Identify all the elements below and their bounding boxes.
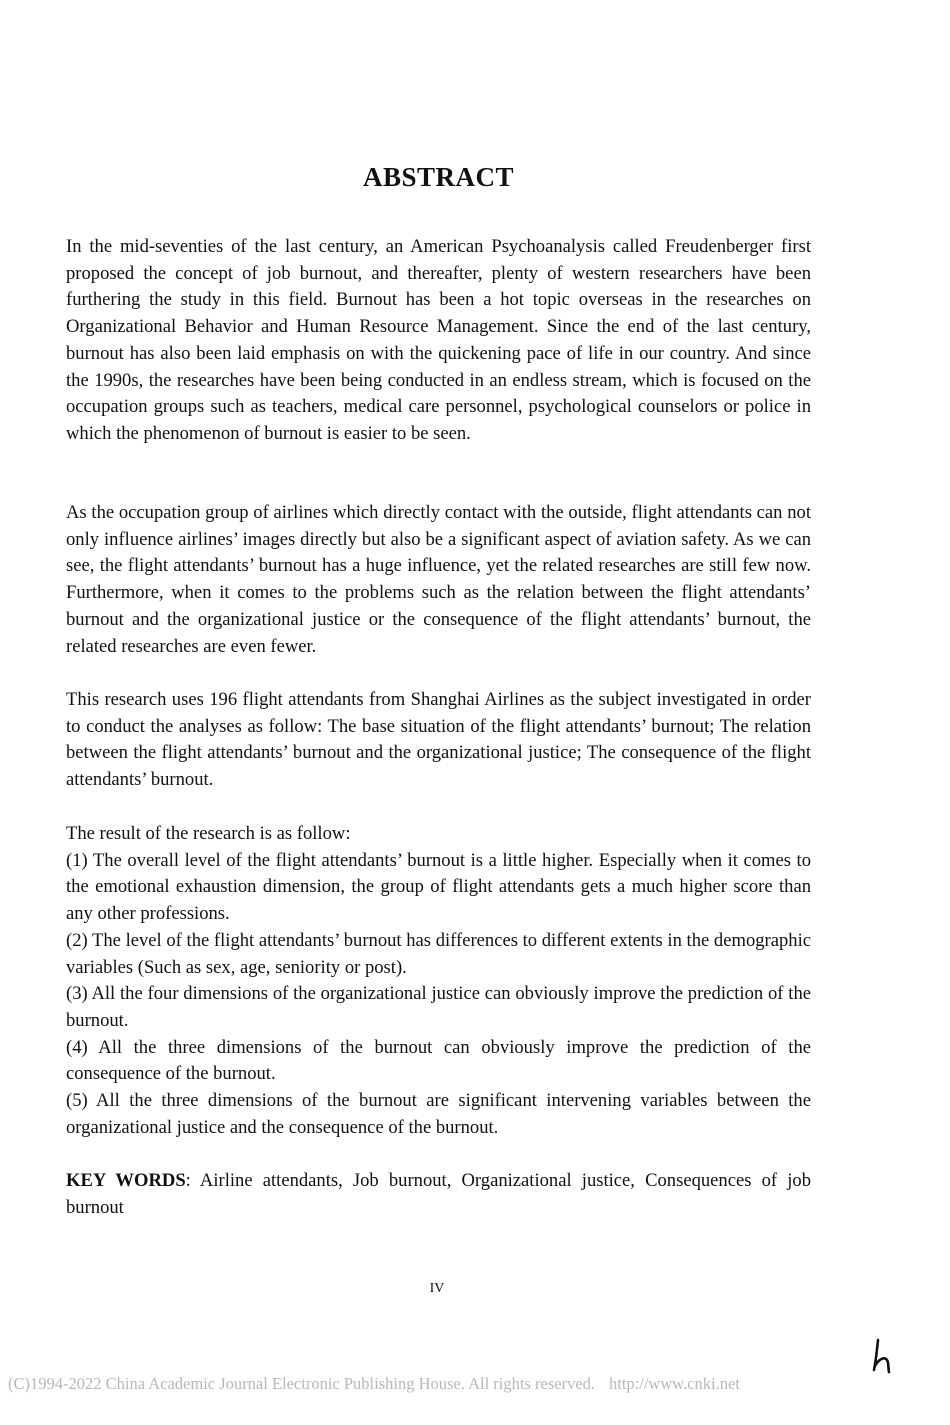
results-section	[66, 821, 811, 1141]
paragraph-2-text: As the occupation group of airlines which directly contact with the outside, flight attendants can not only influence airlines’ images directly but also be a significant aspect of aviation safety. As we can see, the flight attendants’ burnout has a huge influence, yet the related researches are still few now. Furthermore, when it comes to the problems such as the relation between the flight attendants’ burnout and the organizational justice or the consequence of the flight attendants’ burnout, the related researches are even fewer.	[66, 502, 811, 657]
result-item-3: (3) All the four dimensions of the organizational justice can obviously improve the prediction of the burnout.	[66, 983, 811, 1031]
footer-url: http://www.cnki.net	[609, 1374, 740, 1393]
result-item-4: (4) All the three dimensions of the burnout can obviously improve the prediction of the consequence of the burnout.	[66, 1036, 811, 1085]
keywords-text	[66, 1168, 811, 1221]
results-intro: The result of the research is as follow:	[66, 823, 351, 844]
paragraph-1	[66, 234, 811, 448]
page-number: IV	[429, 1281, 445, 1296]
result-item-2: (2) The level of the flight attendants’ burnout has differences to different extents in the demographic variables (Such as sex, age, seniority or post).	[66, 929, 811, 978]
keywords-list: : Airline attendants, Job burnout, Organizational justice, Consequences of job burnout	[66, 1170, 811, 1218]
paragraph-3-text: This research uses 196 flight attendants from Shanghai Airlines as the subject investigated in order to conduct the analyses as follow: The base situation of the flight attendants’ burnout; The relation between the flight attendants’ burnout and the organizational justice; The consequence of the flight attendants’ burnout.	[66, 689, 811, 791]
paragraph-1-text: In the mid-seventies of the last century, an American Psychoanalysis called Freudenberger first proposed the concept of job burnout, and thereafter, plenty of western researchers have been furthering the study in this field. Burnout has been a hot topic overseas in the researches on Organizational Behavior and Human Resource Management. Since the end of the last century, burnout has also been laid emphasis on with the quickening pace of life in our country. And since the 1990s, the researches have been being conducted in an endless stream, which is focused on the occupation groups such as teachers, medical care personnel, psychological counselors or police in which the phenomenon of burnout is easier to be seen.	[66, 236, 811, 444]
copyright-footer	[8, 1374, 868, 1394]
handwritten-mark-icon	[868, 1336, 900, 1376]
keywords-section	[66, 1168, 811, 1221]
abstract-heading: ABSTRACT	[362, 162, 515, 192]
result-item-1: (1) The overall level of the flight attendants’ burnout is a little higher. Especially when it comes to the emotional exhaustion dimension, the group of flight attendants gets a much higher score than any other professions.	[66, 849, 811, 925]
paragraph-2	[66, 500, 811, 660]
copyright-text: (C)1994-2022 China Academic Journal Electronic Publishing House. All rights reserved.	[8, 1374, 596, 1393]
keywords-label: KEY WORDS	[66, 1170, 186, 1191]
result-item-5: (5) All the three dimensions of the burnout are significant intervening variables between the organizational justice and the consequence of the burnout.	[66, 1090, 811, 1138]
paragraph-3	[66, 687, 811, 794]
